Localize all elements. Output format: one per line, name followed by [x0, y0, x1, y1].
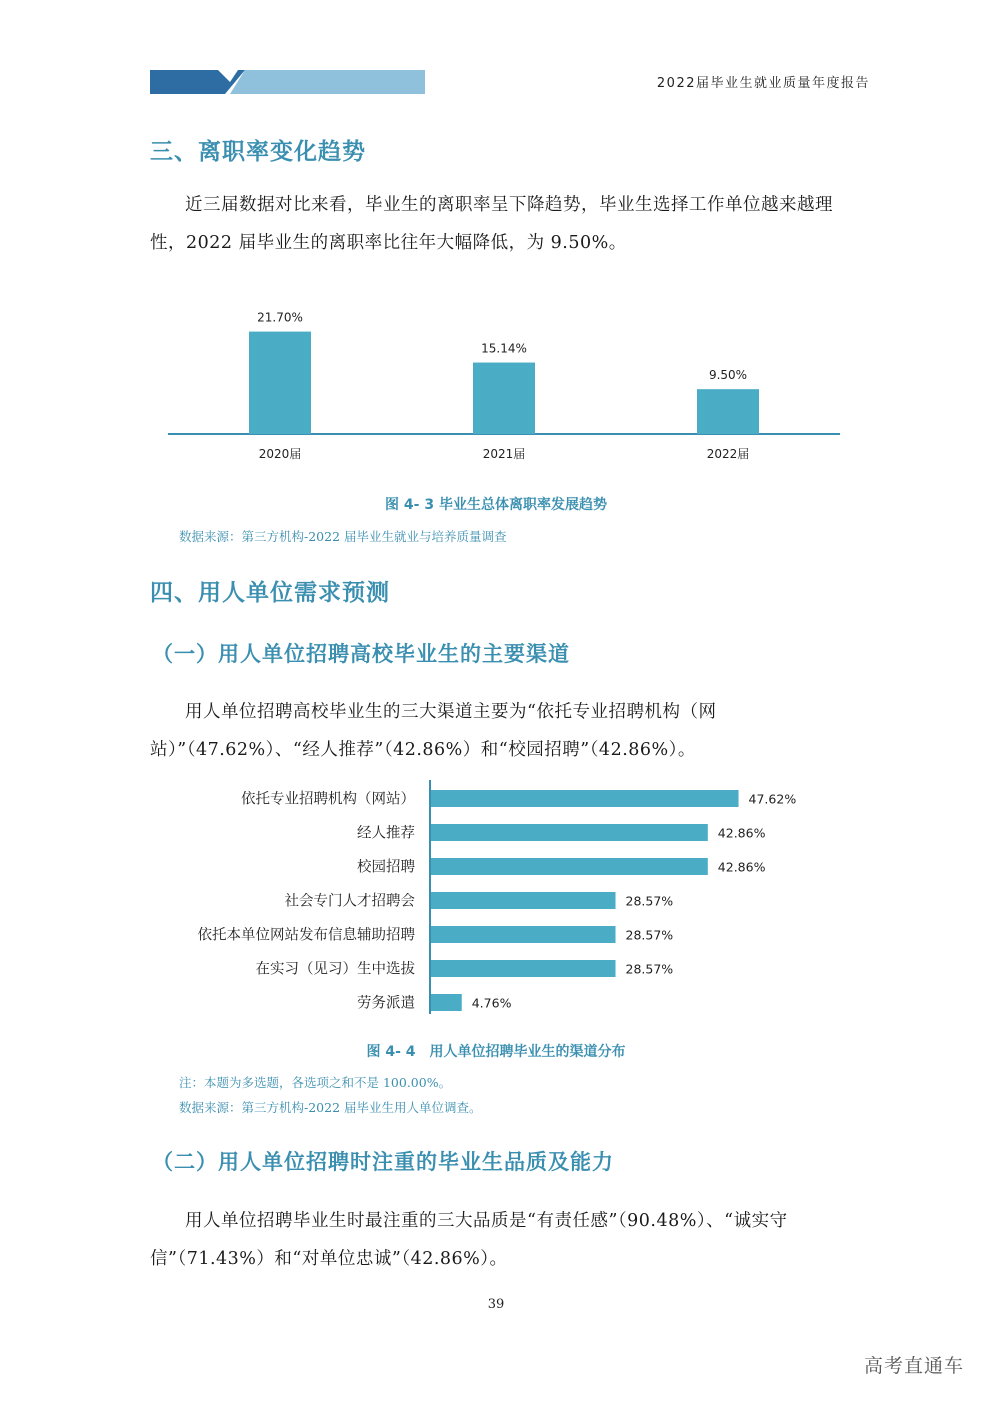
report-title: 2022届毕业生就业质量年度报告 — [656, 76, 870, 91]
data-label: 9.50% — [708, 368, 748, 383]
bar-社会专门人才招聘会 — [431, 892, 616, 909]
bar-2020届 — [249, 332, 311, 434]
category-label: 2022届 — [706, 447, 750, 461]
bar-劳务派遣 — [431, 994, 462, 1011]
data-label: 21.70% — [257, 310, 303, 325]
data-label: 42.86% — [717, 825, 766, 841]
data-label: 42.86% — [717, 859, 766, 875]
section-heading-turnover: 三、离职率变化趋势 — [150, 139, 366, 165]
bar-在实习（见习）生中选拔 — [431, 960, 616, 977]
bar-2021届 — [473, 363, 535, 434]
figure-caption-4-3: 图 4- 3 毕业生总体离职率发展趋势 — [385, 497, 607, 513]
data-label: 47.62% — [748, 791, 797, 807]
figure-note-4-4: 注：本题为多选题，各选项之和不是 100.00%。 — [179, 1075, 452, 1090]
category-label: 依托本单位网站发布信息辅助招聘 — [197, 927, 415, 944]
paragraph-channels: 用人单位招聘高校毕业生的三大渠道主要为“依托专业招聘机构（网站）”（47.62%）、“经人推荐”（42.86%）和“校园招聘”（42.86%）。 — [150, 702, 717, 760]
watermark-text: 高考直通车 — [863, 1355, 964, 1377]
subsection-heading-channels: （一）用人单位招聘高校毕业生的主要渠道 — [152, 642, 570, 666]
bar-依托专业招聘机构（网站） — [431, 790, 739, 807]
paragraph-qualities: 用人单位招聘毕业生时最注重的三大品质是“有责任感”（90.48%）、“诚实守信”（71.43%）和“对单位忠诚”（42.86%）。 — [150, 1211, 788, 1269]
section-heading-demand: 四、用人单位需求预测 — [150, 580, 390, 606]
category-label: 劳务派遣 — [357, 995, 415, 1012]
figure-caption-4-4: 图 4- 4 用人单位招聘毕业生的渠道分布 — [366, 1044, 626, 1060]
subsection-heading-qualities: （二）用人单位招聘时注重的毕业生品质及能力 — [152, 1150, 614, 1174]
bar-2022届 — [697, 389, 759, 434]
data-label: 28.57% — [625, 893, 674, 909]
data-source-4-4: 数据来源：第三方机构-2022 届毕业生用人单位调查。 — [179, 1100, 482, 1115]
data-label: 28.57% — [625, 961, 674, 977]
paragraph-turnover: 近三届数据对比来看，毕业生的离职率呈下降趋势，毕业生选择工作单位越来越理性，2022 届毕业生的离职率比往年大幅降低，为 9.50%。 — [150, 195, 833, 253]
category-label: 2020届 — [258, 447, 302, 461]
category-label: 社会专门人才招聘会 — [284, 893, 415, 910]
data-label: 28.57% — [625, 927, 674, 943]
category-label: 校园招聘 — [357, 859, 415, 876]
header-band-logo — [150, 70, 425, 94]
data-source-4-3: 数据来源：第三方机构-2022 届毕业生就业与培养质量调查 — [179, 529, 507, 544]
bar-校园招聘 — [431, 858, 708, 875]
data-label: 15.14% — [481, 341, 527, 356]
page-number: 39 — [487, 1297, 505, 1312]
data-label: 4.76% — [471, 995, 512, 1011]
category-label: 依托专业招聘机构（网站） — [241, 791, 415, 808]
category-label: 经人推荐 — [357, 825, 415, 842]
category-label: 2021届 — [482, 447, 526, 461]
bar-经人推荐 — [431, 824, 708, 841]
turnover-rate-chart — [168, 305, 842, 470]
category-label: 在实习（见习）生中选拔 — [255, 961, 415, 978]
recruitment-channel-chart — [150, 778, 840, 1018]
bar-依托本单位网站发布信息辅助招聘 — [431, 926, 616, 943]
